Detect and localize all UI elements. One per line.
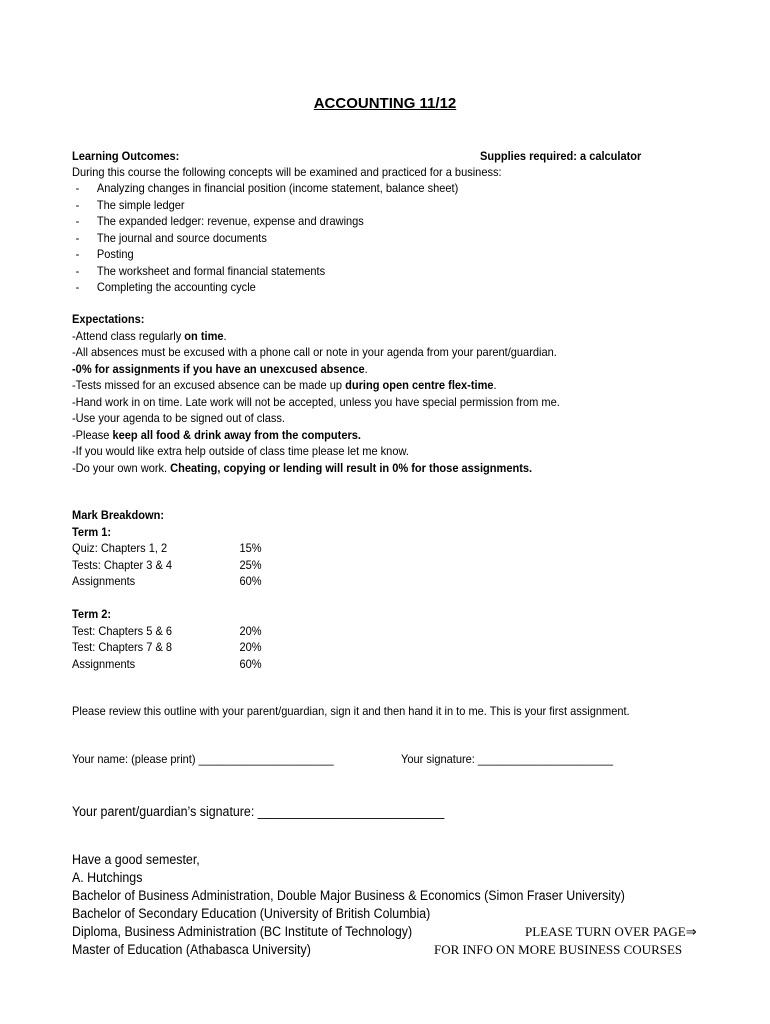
term2-label: Term 2: — [72, 607, 112, 621]
learning-outcome-item — [72, 263, 458, 280]
right-arrow-icon: ⇒ — [685, 924, 697, 939]
learning-outcome-text: Posting — [96, 247, 134, 261]
mark-breakdown-heading: Mark Breakdown: — [72, 508, 165, 522]
mark-percent: 25% — [239, 557, 262, 572]
bullet-dash: - — [75, 181, 80, 195]
bullet-dash: - — [75, 214, 80, 228]
closing-greeting: Have a good semester, — [72, 852, 200, 867]
closing-author: A. Hutchings — [72, 870, 143, 885]
expectation-attend: -Attend class regularly on time. — [72, 328, 227, 343]
page-title: ACCOUNTING 11/12 — [313, 95, 457, 112]
degree-diploma: Diploma, Business Administration (BC Institute of Technology) — [72, 924, 413, 939]
mark-percent: 60% — [239, 656, 262, 671]
parent-signature-field: Your parent/guardian’s signature: ___________________________ — [72, 804, 445, 819]
bullet-dash: - — [75, 230, 80, 245]
expectations-heading: Expectations: — [72, 312, 145, 326]
expectation-extra-help: -If you would like extra help outside of class time please let me know. — [72, 444, 409, 458]
learning-outcomes-heading: Learning Outcomes: — [72, 149, 180, 163]
mark-row — [72, 573, 311, 590]
bullet-dash: - — [75, 263, 80, 278]
mark-row — [72, 540, 311, 557]
mark-percent: 15% — [239, 541, 262, 555]
expectation-zero-percent: -0% for assignments if you have an unexcused absence. — [72, 361, 368, 376]
mark-row — [72, 656, 311, 673]
learning-outcome-text: The worksheet and formal financial statements — [96, 263, 326, 278]
mark-percent: 20% — [239, 623, 262, 638]
bullet-dash: - — [75, 280, 80, 294]
mark-item: Assignments — [72, 656, 136, 671]
mark-item: Assignments — [72, 574, 136, 588]
signature-field: Your signature: ______________________ — [401, 752, 614, 766]
degree-med: Master of Education (Athabasca University) — [72, 942, 311, 957]
mark-row — [72, 557, 311, 574]
learning-outcome-text: The simple ledger — [96, 197, 185, 212]
learning-outcome-text: Analyzing changes in financial position (income statement, balance sheet) — [96, 181, 459, 195]
expectation-food-drink: -Please keep all food & drink away from the computers. — [72, 427, 361, 442]
expectation-absences: -All absences must be excused with a phone call or note in your agenda from your parent/guardian. — [72, 345, 557, 359]
name-field: Your name: (please print) ______________________ — [72, 752, 334, 766]
learning-outcome-text: The journal and source documents — [96, 230, 267, 245]
expectations-section — [72, 311, 560, 476]
mark-item: Quiz: Chapters 1, 2 — [72, 541, 168, 555]
mark-percent: 60% — [239, 574, 262, 588]
bullet-dash: - — [75, 197, 80, 212]
mark-item: Test: Chapters 7 & 8 — [72, 640, 173, 654]
expectation-hand-in: -Hand work in on time. Late work will not be accepted, unless you have special permission from me. — [72, 394, 560, 409]
learning-outcome-text: The expanded ledger: revenue, expense and drawings — [96, 214, 364, 228]
mark-item: Test: Chapters 5 & 6 — [72, 623, 173, 638]
review-instruction: Please review this outline with your parent/guardian, sign it and then hand it in to me. This is your first assignment. — [72, 704, 630, 718]
term1-label: Term 1: — [72, 524, 112, 539]
expectation-tests-missed: -Tests missed for an excused absence can be made up during open centre flex-time. — [72, 378, 497, 392]
term2-table — [72, 623, 311, 673]
learning-intro: During this course the following concepts will be examined and practiced for a business: — [72, 165, 502, 179]
bullet-dash: - — [75, 247, 80, 261]
mark-row — [72, 623, 311, 640]
term1-table — [72, 540, 311, 590]
turn-over-note: PLEASE TURN OVER PAGE⇒ — [525, 924, 697, 939]
supplies-required: Supplies required: a calculator — [480, 149, 642, 163]
mark-percent: 20% — [239, 640, 262, 654]
learning-outcomes-list — [72, 180, 458, 296]
expectation-own-work: -Do your own work. Cheating, copying or lending will result in 0% for those assignments. — [72, 460, 533, 475]
degree-bba: Bachelor of Business Administration, Double Major Business & Economics (Simon Fraser University) — [72, 888, 625, 903]
degree-bed: Bachelor of Secondary Education (University of British Columbia) — [72, 906, 431, 921]
learning-outcome-item — [72, 230, 458, 247]
mark-item: Tests: Chapter 3 & 4 — [72, 557, 173, 572]
learning-outcome-item — [72, 213, 458, 230]
expectation-agenda: -Use your agenda to be signed out of class. — [72, 411, 285, 425]
learning-outcome-item — [72, 279, 458, 296]
learning-outcome-text: Completing the accounting cycle — [96, 280, 256, 294]
learning-outcome-item — [72, 180, 458, 197]
more-courses-note: FOR INFO ON MORE BUSINESS COURSES — [434, 942, 683, 957]
learning-outcome-item — [72, 246, 458, 263]
mark-breakdown — [72, 507, 311, 672]
learning-outcome-item — [72, 197, 458, 214]
mark-row — [72, 639, 311, 656]
